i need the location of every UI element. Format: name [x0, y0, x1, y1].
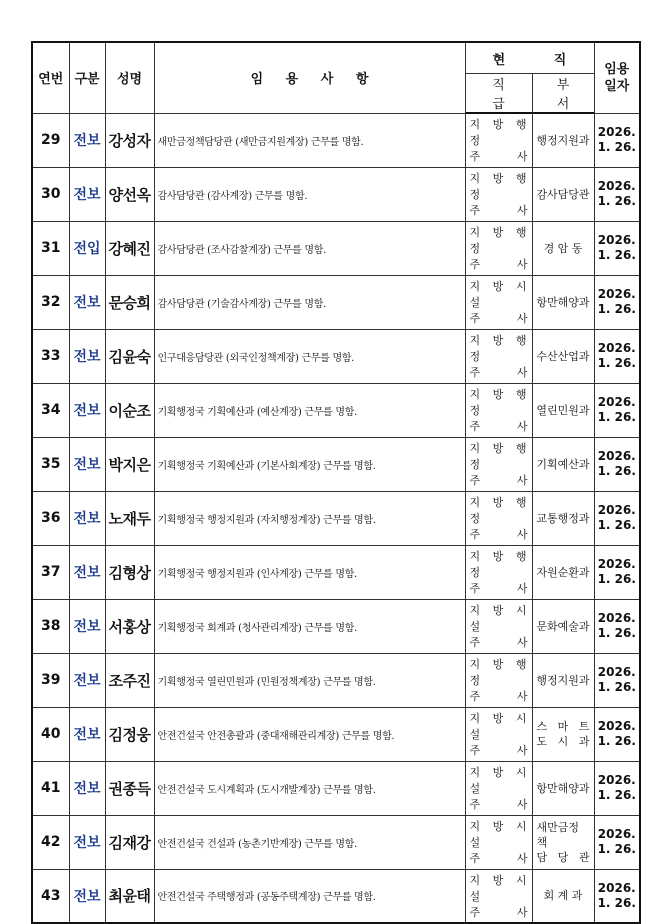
dept-cell: [532, 707, 594, 761]
row-number: 36: [32, 491, 69, 545]
dept-line1: 기획예산과: [536, 457, 590, 471]
dept-line1: 감사담당관: [536, 187, 590, 201]
rank-line1: 지 방 행 정: [469, 442, 528, 471]
row-kind: 전보: [69, 545, 105, 599]
date-year: 2026.: [597, 773, 636, 787]
date-cell: [594, 113, 640, 167]
rank-line2: [470, 256, 528, 272]
row-name: 김재강: [105, 815, 154, 869]
dept-cell: [532, 653, 594, 707]
rank-line1: 지 방 행 정: [469, 226, 528, 255]
rank-cell: [465, 221, 532, 275]
dept-line2: 도 시 과: [536, 735, 590, 748]
rank-line2-right: 사: [516, 636, 528, 649]
row-name: 양선옥: [105, 167, 154, 221]
dept-cell: [532, 383, 594, 437]
date-cell: [594, 275, 640, 329]
dept-line1: 자원순환과: [536, 565, 590, 579]
row-duty: 기획행정국 행정지원과 (자치행정계장) 근무를 명함.: [154, 491, 465, 545]
dept-cell: [532, 437, 594, 491]
header-rank: 직 급: [465, 74, 532, 114]
rank-cell: [465, 167, 532, 221]
row-duty: 안전건설국 도시계획과 (도시개발계장) 근무를 명함.: [154, 761, 465, 815]
row-number: 37: [32, 545, 69, 599]
rank-line2-left: 주: [469, 798, 481, 811]
rank-line2: [470, 580, 528, 596]
rank-line2-right: 사: [516, 474, 528, 487]
row-name: 김정웅: [105, 707, 154, 761]
dept-line1: 문화예술과: [536, 619, 590, 633]
rank-line2: [470, 310, 528, 326]
rank-line1: 지 방 시 설: [469, 280, 528, 309]
dept-line1: 스 마 트: [536, 720, 590, 733]
dept-cell: [532, 491, 594, 545]
date-cell: [594, 599, 640, 653]
rank-line2-left: 주: [469, 744, 481, 757]
row-number: 38: [32, 599, 69, 653]
row-duty: 감사담당관 (조사감찰계장) 근무를 명함.: [154, 221, 465, 275]
rank-line2: [470, 742, 528, 758]
row-kind: 전입: [69, 221, 105, 275]
row-duty: 인구대응담당관 (외국인정책계장) 근무를 명함.: [154, 329, 465, 383]
date-cell: [594, 221, 640, 275]
rank-line2-left: 주: [469, 474, 481, 487]
date-monthday: 1. 26.: [597, 302, 636, 316]
dept-cell: [532, 599, 594, 653]
row-number: 29: [32, 113, 69, 167]
row-duty: 감사담당관 (감사계장) 근무를 명함.: [154, 167, 465, 221]
rank-line2-right: 사: [516, 852, 528, 865]
row-name: 이순조: [105, 383, 154, 437]
header-current: 현 직: [465, 42, 594, 74]
table-row: [32, 221, 640, 275]
rank-line2: [470, 850, 528, 866]
row-number: 31: [32, 221, 69, 275]
dept-line1: 교통행정과: [536, 511, 590, 525]
rank-line1: 지 방 행 정: [469, 172, 528, 201]
rank-cell: [465, 707, 532, 761]
rank-line1: 지 방 행 정: [469, 388, 528, 417]
date-monthday: 1. 26.: [597, 895, 636, 910]
row-number: 30: [32, 167, 69, 221]
appointment-table: [31, 41, 641, 924]
rank-line1: 지 방 시 설: [469, 820, 528, 849]
rank-cell: [465, 869, 532, 923]
date-year: 2026.: [597, 449, 636, 463]
row-name: 박지은: [105, 437, 154, 491]
rank-line1: 지 방 행 정: [469, 118, 528, 148]
row-kind: 전보: [69, 437, 105, 491]
dept-line1: 항만해양과: [536, 781, 590, 795]
rank-line2-right: 사: [516, 582, 528, 595]
row-duty: 안전건설국 주택행정과 (공동주택계장) 근무를 명함.: [154, 869, 465, 923]
rank-cell: [465, 275, 532, 329]
rank-line2: [470, 472, 528, 488]
rank-line2-right: 사: [516, 798, 528, 811]
appointment-table-sheet: [31, 41, 639, 924]
dept-cell: [532, 329, 594, 383]
date-monthday: 1. 26.: [597, 734, 636, 748]
table-row: [32, 383, 640, 437]
date-cell: [594, 815, 640, 869]
row-name: 문승희: [105, 275, 154, 329]
row-name: 김윤숙: [105, 329, 154, 383]
dept-cell: [532, 113, 594, 167]
rank-cell: [465, 599, 532, 653]
rank-line2-right: 사: [516, 744, 528, 757]
rank-line2-left: 주: [469, 905, 481, 919]
date-year: 2026.: [597, 395, 636, 409]
rank-line2-left: 주: [469, 420, 481, 433]
row-number: 42: [32, 815, 69, 869]
dept-cell: [532, 275, 594, 329]
row-number: 32: [32, 275, 69, 329]
header-name: 성명: [105, 42, 154, 113]
rank-line2-right: 사: [516, 312, 528, 325]
header-dept: 부 서: [532, 74, 594, 114]
date-year: 2026.: [597, 665, 636, 679]
rank-cell: [465, 653, 532, 707]
date-year: 2026.: [597, 125, 636, 139]
date-monthday: 1. 26.: [597, 356, 636, 370]
row-kind: 전보: [69, 599, 105, 653]
table-row: [32, 545, 640, 599]
date-cell: [594, 869, 640, 923]
row-kind: 전보: [69, 113, 105, 167]
table-row: [32, 275, 640, 329]
row-name: 최윤태: [105, 869, 154, 923]
rank-cell: [465, 545, 532, 599]
dept-line1: 회 계 과: [543, 889, 583, 903]
dept-cell: [532, 869, 594, 923]
row-kind: 전보: [69, 167, 105, 221]
date-monthday: 1. 26.: [597, 194, 636, 208]
row-duty: 안전건설국 건설과 (농촌기반계장) 근무를 명함.: [154, 815, 465, 869]
table-row: [32, 437, 640, 491]
rank-cell: [465, 491, 532, 545]
rank-line2-left: 주: [469, 528, 481, 541]
dept-cell: [532, 545, 594, 599]
date-monthday: 1. 26.: [597, 518, 636, 532]
dept-cell: [532, 761, 594, 815]
rank-line2: [470, 796, 528, 812]
row-name: 권종득: [105, 761, 154, 815]
row-duty: 기획행정국 기획예산과 (기본사회계장) 근무를 명함.: [154, 437, 465, 491]
header-no: 연번: [32, 42, 69, 113]
date-cell: [594, 383, 640, 437]
date-monthday: 1. 26.: [597, 410, 636, 424]
dept-line1: 항만해양과: [536, 295, 590, 309]
row-name: 노재두: [105, 491, 154, 545]
rank-line2: [470, 688, 528, 704]
rank-line1: 지 방 시 설: [469, 604, 528, 633]
row-kind: 전보: [69, 329, 105, 383]
date-cell: [594, 167, 640, 221]
rank-line2-left: 주: [469, 366, 481, 379]
table-row: [32, 869, 640, 923]
header-date-line2: 일자: [604, 78, 630, 94]
rank-line2-right: 사: [516, 690, 528, 703]
table-row: [32, 491, 640, 545]
rank-line2-right: 사: [516, 420, 528, 433]
date-year: 2026.: [597, 287, 636, 301]
table-row: [32, 329, 640, 383]
row-name: 서홍상: [105, 599, 154, 653]
row-number: 41: [32, 761, 69, 815]
dept-cell: [532, 167, 594, 221]
dept-line1: 행정지원과: [536, 133, 590, 147]
date-cell: [594, 329, 640, 383]
table-row: [32, 707, 640, 761]
rank-cell: [465, 113, 532, 167]
rank-line2-left: 주: [469, 852, 481, 865]
row-number: 34: [32, 383, 69, 437]
date-monthday: 1. 26.: [597, 248, 636, 262]
row-kind: 전보: [69, 383, 105, 437]
table-row: [32, 653, 640, 707]
row-duty: 기획행정국 기획예산과 (예산계장) 근무를 명함.: [154, 383, 465, 437]
rank-line2-left: 주: [469, 204, 481, 217]
rank-line2: [470, 364, 528, 380]
date-year: 2026.: [597, 233, 636, 247]
date-year: 2026.: [597, 179, 636, 193]
row-name: 김형상: [105, 545, 154, 599]
row-kind: 전보: [69, 275, 105, 329]
rank-line2-right: 사: [516, 204, 528, 217]
rank-line2-right: 사: [516, 258, 528, 271]
date-cell: [594, 653, 640, 707]
header-date: [594, 42, 640, 113]
rank-line2-left: 주: [469, 150, 481, 164]
rank-line1: 지 방 행 정: [469, 496, 528, 525]
row-name: 조주진: [105, 653, 154, 707]
date-year: 2026.: [597, 341, 636, 355]
date-year: 2026.: [597, 719, 636, 733]
rank-line1: 지 방 시 설: [469, 712, 528, 741]
table-row: [32, 599, 640, 653]
rank-line2-right: 사: [516, 528, 528, 541]
rank-cell: [465, 761, 532, 815]
date-monthday: 1. 26.: [597, 788, 636, 802]
row-duty: 새만금정책담당관 (새만금지원계장) 근무를 명함.: [154, 113, 465, 167]
dept-line1: 행정지원과: [536, 673, 590, 687]
date-cell: [594, 545, 640, 599]
table-row: [32, 815, 640, 869]
table-row: [32, 167, 640, 221]
date-year: 2026.: [597, 827, 636, 841]
date-cell: [594, 437, 640, 491]
rank-line2-right: 사: [516, 905, 528, 919]
rank-line2-left: 주: [469, 636, 481, 649]
table-row: [32, 761, 640, 815]
rank-line1: 지 방 시 설: [469, 766, 528, 795]
row-number: 33: [32, 329, 69, 383]
rank-line2: [470, 904, 528, 920]
rank-line2-right: 사: [516, 366, 528, 379]
dept-line1: 새만금정책: [536, 820, 580, 849]
rank-line1: 지 방 행 정: [469, 550, 528, 579]
date-year: 2026.: [597, 611, 636, 625]
date-monthday: 1. 26.: [597, 842, 636, 856]
row-kind: 전보: [69, 491, 105, 545]
rank-line1: 지 방 행 정: [469, 334, 528, 363]
row-name: 강혜진: [105, 221, 154, 275]
rank-line1: 지 방 시 설: [469, 873, 528, 903]
rank-line1: 지 방 행 정: [469, 658, 528, 687]
rank-line2: [470, 526, 528, 542]
rank-cell: [465, 329, 532, 383]
date-cell: [594, 491, 640, 545]
dept-cell: [532, 221, 594, 275]
row-number: 40: [32, 707, 69, 761]
header-kind: 구분: [69, 42, 105, 113]
row-kind: 전보: [69, 653, 105, 707]
dept-line1: 수산산업과: [536, 349, 590, 363]
table-header: [32, 42, 640, 113]
row-number: 43: [32, 869, 69, 923]
dept-line1: 열린민원과: [536, 403, 590, 417]
rank-line2-right: 사: [516, 150, 528, 164]
row-number: 39: [32, 653, 69, 707]
date-monthday: 1. 26.: [597, 464, 636, 478]
table-row: [32, 113, 640, 167]
row-number: 35: [32, 437, 69, 491]
rank-line2: [470, 634, 528, 650]
rank-line2: [470, 202, 528, 218]
date-monthday: 1. 26.: [597, 680, 636, 694]
row-name: 강성자: [105, 113, 154, 167]
date-cell: [594, 707, 640, 761]
dept-line1: 경 암 동: [543, 241, 583, 255]
date-year: 2026.: [597, 557, 636, 571]
date-year: 2026.: [597, 503, 636, 517]
row-duty: 기획행정국 행정지원과 (인사계장) 근무를 명함.: [154, 545, 465, 599]
date-year: 2026.: [597, 880, 636, 895]
rank-cell: [465, 437, 532, 491]
row-duty: 안전건설국 안전총괄과 (중대재해관리계장) 근무를 명함.: [154, 707, 465, 761]
date-monthday: 1. 26.: [597, 140, 636, 154]
rank-cell: [465, 383, 532, 437]
date-monthday: 1. 26.: [597, 626, 636, 640]
rank-line2: [470, 418, 528, 434]
row-kind: 전보: [69, 869, 105, 923]
rank-line2-left: 주: [469, 690, 481, 703]
row-kind: 전보: [69, 707, 105, 761]
dept-line2: 담 당 관: [536, 850, 590, 864]
table-body: [32, 113, 640, 923]
rank-line2-left: 주: [469, 312, 481, 325]
header-duty: 임 용 사 항: [154, 42, 465, 113]
rank-line2-left: 주: [469, 582, 481, 595]
row-kind: 전보: [69, 815, 105, 869]
date-cell: [594, 761, 640, 815]
row-duty: 기획행정국 회계과 (청사관리계장) 근무를 명함.: [154, 599, 465, 653]
rank-line2: [470, 148, 528, 164]
rank-line2-left: 주: [469, 258, 481, 271]
rank-cell: [465, 815, 532, 869]
row-duty: 기획행정국 열린민원과 (민원정책계장) 근무를 명함.: [154, 653, 465, 707]
date-monthday: 1. 26.: [597, 572, 636, 586]
row-kind: 전보: [69, 761, 105, 815]
header-date-line1: 임용: [604, 61, 630, 77]
row-duty: 감사담당관 (기술감사계장) 근무를 명함.: [154, 275, 465, 329]
dept-cell: [532, 815, 594, 869]
